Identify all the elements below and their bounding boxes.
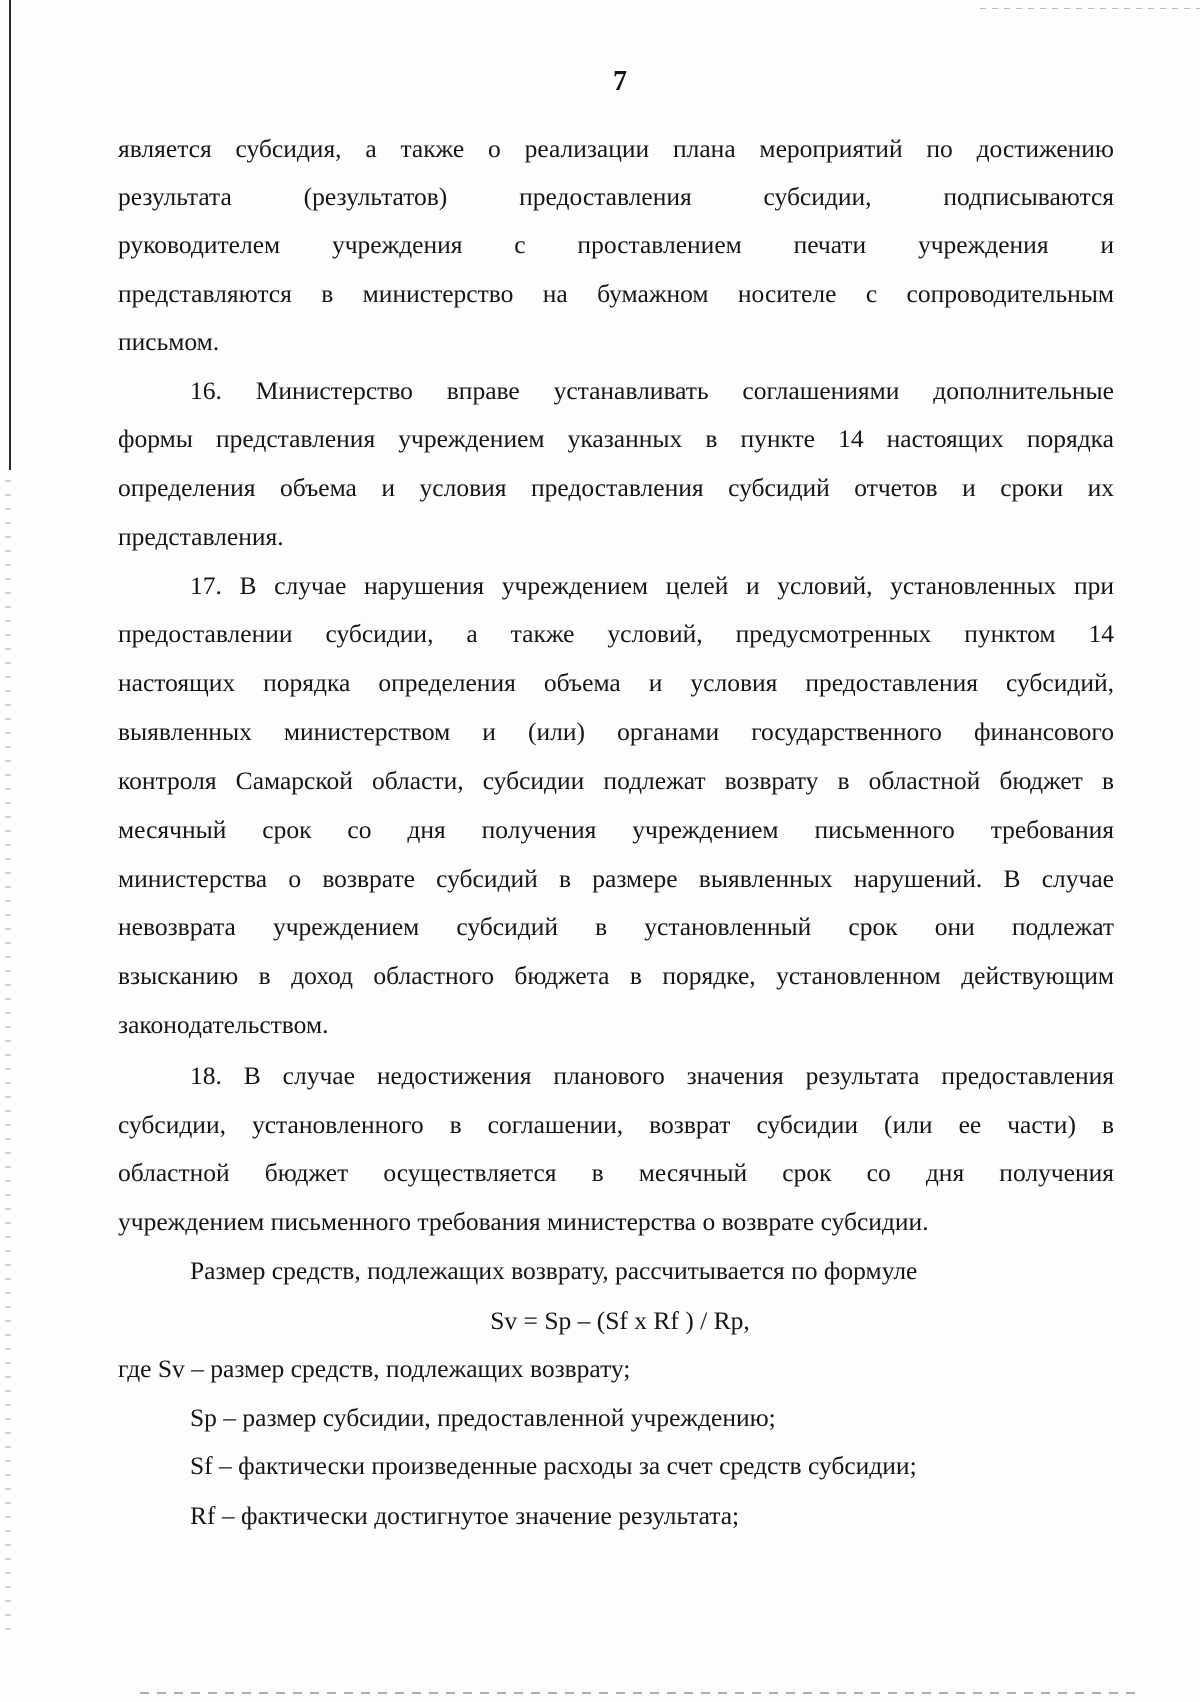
text-line: предоставлении субсидии, а также условий, предусмотренных пунктом 14 <box>118 619 1114 648</box>
text-line: контроля Самарской области, субсидии подлежат возврату в областной бюджет в <box>118 766 1114 795</box>
page-number: 7 <box>613 66 627 97</box>
text-line: невозврата учреждением субсидий в установленный срок они подлежат <box>118 912 1114 941</box>
text-line: руководителем учреждения с проставлением печати учреждения и <box>118 230 1114 259</box>
definition-sf: Sf – фактически произведенные расходы за счет средств субсидии; <box>190 1451 917 1480</box>
definition-sp: Sp – размер субсидии, предоставленной учреждению; <box>190 1403 776 1432</box>
text-line: месячный срок со дня получения учреждением письменного требования <box>118 815 1114 844</box>
text-line: является субсидия, а также о реализации плана мероприятий по достижению <box>118 134 1114 163</box>
text-line: результата (результатов) предоставления субсидии, подписываются <box>118 182 1114 211</box>
definition-rf: Rf – фактически достигнутое значение результата; <box>190 1501 740 1530</box>
text-line: формы представления учреждением указанных в пункте 14 настоящих порядка <box>118 424 1114 453</box>
definition-sv: где Sv – размер средств, подлежащих возврату; <box>118 1354 631 1383</box>
text-line: субсидии, установленного в соглашении, возврат субсидии (или ее части) в <box>118 1110 1114 1139</box>
text-line: настоящих порядка определения объема и условия предоставления субсидий, <box>118 668 1114 697</box>
text-line: письмом. <box>118 327 220 356</box>
paragraph-16-start: 16. Министерство вправе устанавливать соглашениями дополнительные <box>190 376 1114 405</box>
paragraph-17-start: 17. В случае нарушения учреждением целей и условий, установленных при <box>190 571 1114 600</box>
scan-edge-bottom <box>140 1692 1140 1694</box>
text-line: взысканию в доход областного бюджета в порядке, установленном действующим <box>118 961 1114 990</box>
text-line: учреждением письменного требования министерства о возврате субсидии. <box>118 1207 929 1236</box>
paragraph-18-start: 18. В случае недостижения планового значения результата предоставления <box>190 1061 1114 1090</box>
text-line: выявленных министерством и (или) органами государственного финансового <box>118 717 1114 746</box>
text-line: законодательством. <box>118 1010 329 1039</box>
formula-intro: Размер средств, подлежащих возврату, рассчитывается по формуле <box>190 1256 918 1285</box>
scan-artifact-left <box>5 480 11 1630</box>
text-line: представляются в министерство на бумажном носителе с сопроводительным <box>118 279 1114 308</box>
text-line: министерства о возврате субсидий в размере выявленных нарушений. В случае <box>118 864 1114 893</box>
text-line: определения объема и условия предоставления субсидий отчетов и сроки их <box>118 473 1114 502</box>
scan-edge-top <box>980 8 1200 9</box>
formula: Sv = Sp – (Sf x Rf ) / Rp, <box>490 1306 750 1335</box>
text-line: представления. <box>118 522 284 551</box>
text-line: областной бюджет осуществляется в месячный срок со дня получения <box>118 1158 1114 1187</box>
